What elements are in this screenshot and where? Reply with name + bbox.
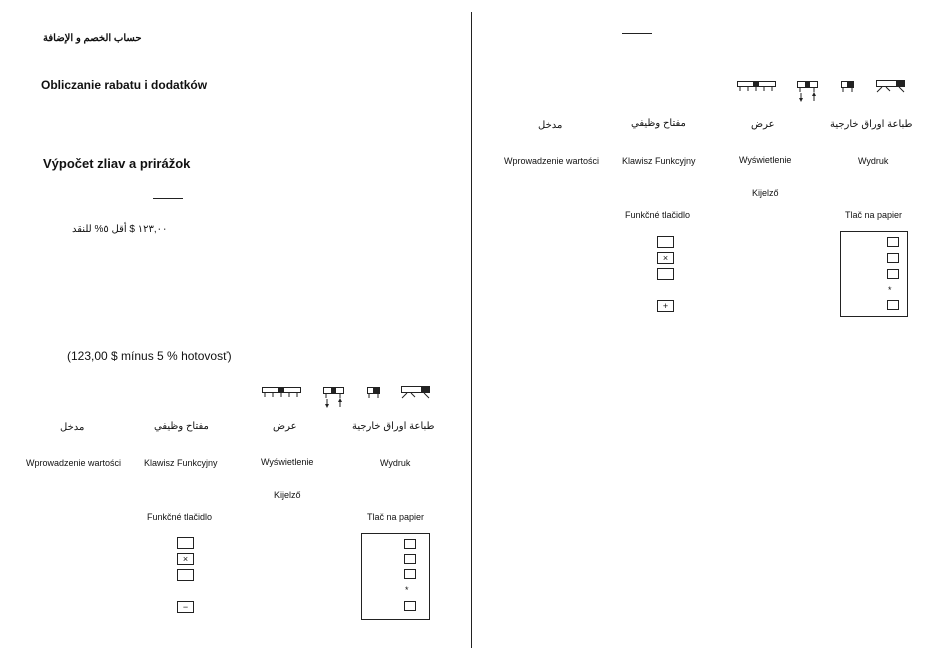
key-multiply: ×: [657, 252, 674, 264]
printout-line: [887, 269, 899, 279]
key-multiply: ×: [177, 553, 194, 565]
display-sub-label: Kijelző: [274, 490, 301, 500]
printout-line: [887, 253, 899, 263]
polish-label-display: Wyświetlenie: [739, 155, 792, 165]
printout-line: [404, 539, 416, 549]
paper-printout: [361, 533, 430, 620]
polish-label-input: Wprowadzenie wartości: [26, 458, 122, 468]
polish-label-function-key: Klawisz Funkcyjny: [622, 156, 696, 166]
polish-label-function-key: Klawisz Funkcyjny: [144, 458, 218, 468]
arabic-label-display: عرض: [273, 421, 297, 432]
arabic-label-input: مدخل: [60, 422, 85, 433]
printout-line: [404, 569, 416, 579]
arabic-label-input: مدخل: [538, 120, 563, 131]
slovak-label-printer: Tlač na papier: [367, 512, 425, 522]
page-divider: [471, 12, 472, 648]
key-plus: +: [657, 300, 674, 312]
polish-label-display: Wyświetlenie: [261, 457, 314, 467]
slovak-title: Výpočet zliav a prirážok: [43, 156, 191, 171]
polish-label-printer: Wydruk: [380, 458, 411, 468]
function-key-icon: [797, 81, 819, 103]
arabic-example: ١٢٣,٠٠ $ أقل ٥% للنقد: [72, 224, 168, 235]
arabic-label-display: عرض: [751, 119, 775, 130]
polish-label-printer: Wydruk: [858, 156, 889, 166]
key-minus: −: [177, 601, 194, 613]
printout-star: *: [888, 285, 892, 295]
key-entry: [657, 236, 674, 248]
input-icon: [737, 81, 777, 93]
polish-title: Obliczanie rabatu i dodatków: [41, 78, 208, 92]
slovak-example: (123,00 $ mínus 5 % hotovosť): [67, 349, 232, 363]
display-icon: [841, 81, 855, 93]
printout-line: [404, 554, 416, 564]
display-icon: [367, 387, 381, 399]
paper-printout: [840, 231, 908, 317]
arabic-label-printer: طباعة اوراق خارجية: [830, 119, 913, 130]
slovak-label-function-key: Funkčné tlačidlo: [147, 512, 213, 522]
slovak-label-printer: Tlač na papier: [845, 210, 903, 220]
separator-rule: [622, 33, 652, 34]
printout-line: [887, 237, 899, 247]
polish-label-input: Wprowadzenie wartości: [504, 156, 600, 166]
printout-line: [887, 300, 899, 310]
printout-line: [404, 601, 416, 611]
arabic-label-printer: طباعة اوراق خارجية: [352, 421, 435, 432]
separator-rule: [153, 198, 183, 199]
function-key-icon: [323, 387, 345, 409]
input-icon: [262, 387, 302, 399]
key-entry: [177, 569, 194, 581]
key-entry: [177, 537, 194, 549]
arabic-label-function-key: مفتاح وظيفي: [631, 118, 686, 129]
arabic-title: حساب الخصم و الإضافة: [43, 33, 142, 44]
slovak-label-function-key: Funkčné tlačidlo: [625, 210, 691, 220]
printer-icon: [401, 386, 431, 399]
printer-icon: [876, 80, 906, 93]
key-entry: [657, 268, 674, 280]
display-sub-label: Kijelző: [752, 188, 779, 198]
arabic-label-function-key: مفتاح وظيفي: [154, 421, 209, 432]
printout-star: *: [405, 585, 409, 595]
